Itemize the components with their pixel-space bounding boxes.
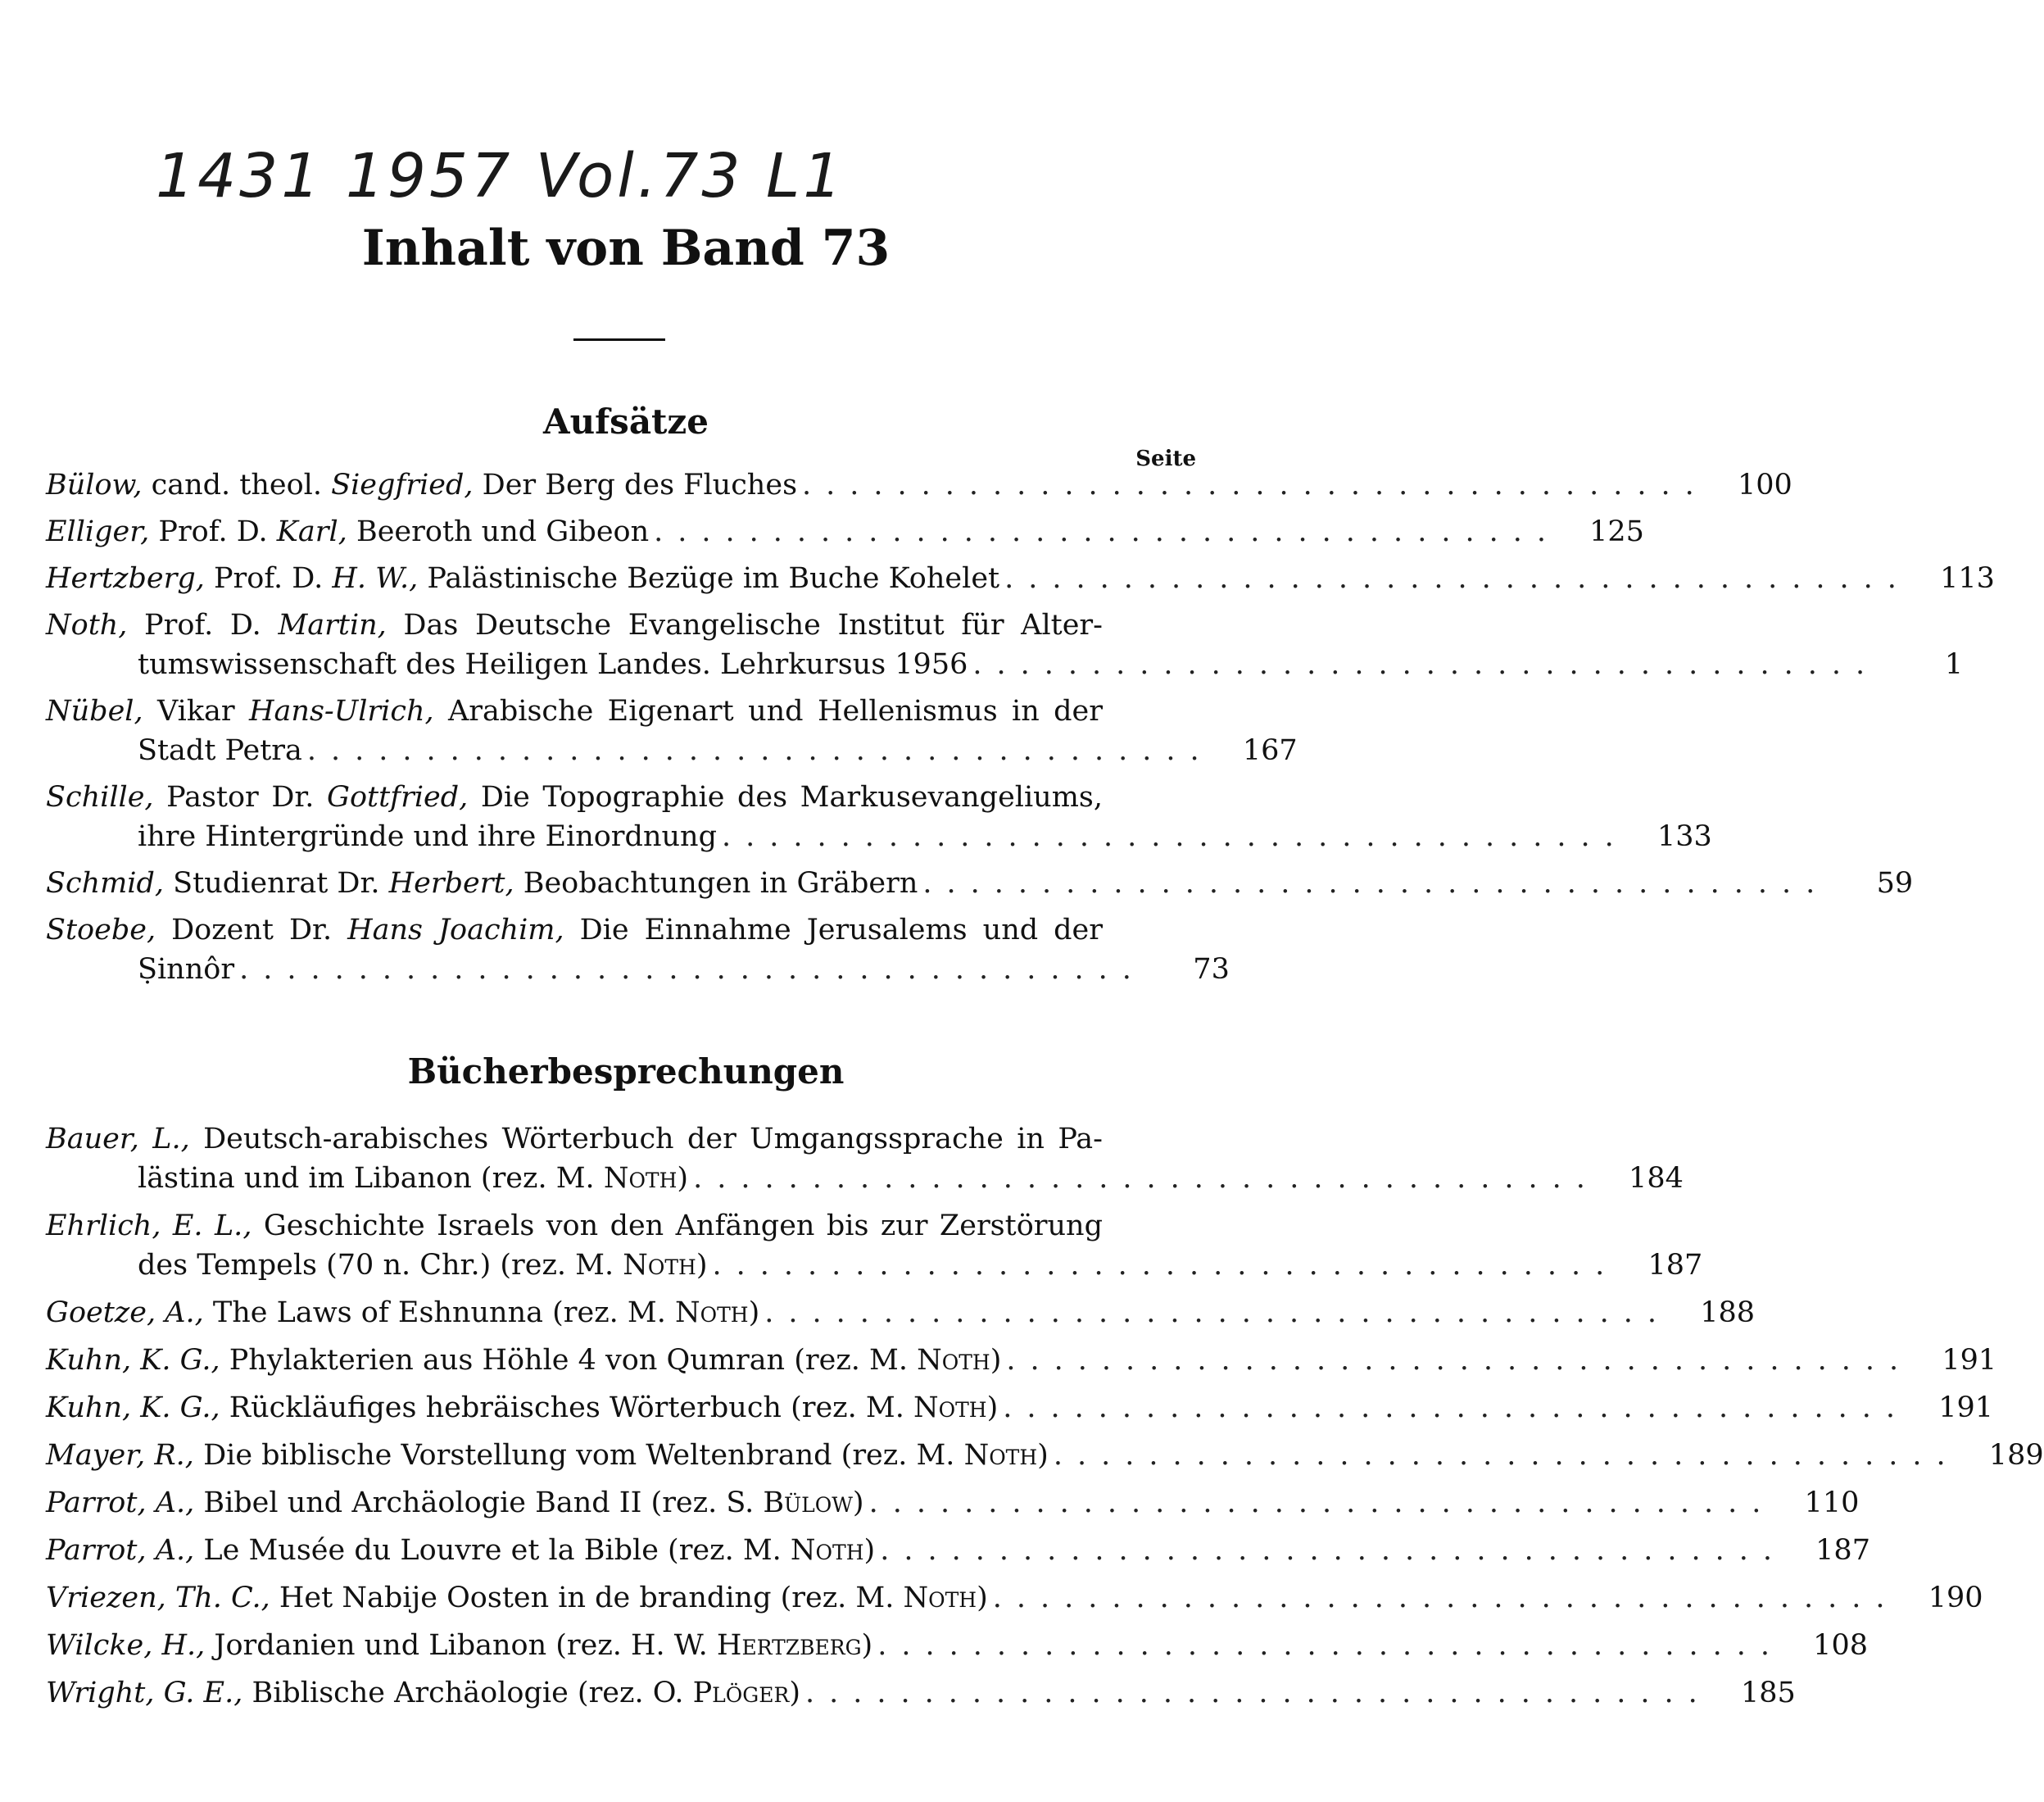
entry-line xyxy=(46,1531,1870,1570)
entry-text xyxy=(46,559,1004,598)
entry-line xyxy=(46,1578,1983,1618)
book-title: The Laws of Eshnunna (rez. M. xyxy=(203,1296,675,1329)
author-title: Prof. D. xyxy=(127,609,279,642)
book-author: Wright, G. E., xyxy=(46,1677,243,1709)
review-entry xyxy=(46,1626,1868,1665)
page-number: 188 xyxy=(1700,1296,1756,1329)
entry-line xyxy=(46,910,1201,950)
reviewer-name: Hertzberg xyxy=(716,1629,862,1662)
article-title: Der Berg des Fluches xyxy=(473,469,798,502)
entry-line xyxy=(46,1341,1997,1380)
entry-line xyxy=(46,950,1230,989)
review-entry xyxy=(46,1673,1796,1713)
entry-text xyxy=(46,778,1108,817)
book-author: Kuhn, K. G., xyxy=(46,1391,220,1424)
book-title: Le Musée du Louvre et la Bible (rez. M. xyxy=(194,1534,791,1567)
dot-leader: ...................................... xyxy=(721,820,1629,853)
dot-leader: ...................................... xyxy=(1003,1391,1910,1424)
entry-line xyxy=(46,817,1712,856)
entry-text xyxy=(138,1159,693,1198)
book-title: Geschichte Israels von den Anfängen bis zur Zerstörung xyxy=(252,1210,1104,1242)
handwritten-note-text: 1431 1957 Vol.73 L1 xyxy=(156,141,845,211)
entry-text xyxy=(46,512,654,551)
page-number: 190 xyxy=(1928,1582,1983,1614)
dot-leader: ...................................... xyxy=(764,1296,1672,1329)
dot-leader: ...................................... xyxy=(239,953,1146,986)
author-name: Schille, xyxy=(46,781,154,814)
book-title: Jordanien und Libanon (rez. H. W. xyxy=(205,1629,717,1662)
author-name: Schmid, xyxy=(46,867,165,900)
book-author: Goetze, A., xyxy=(46,1296,204,1329)
closing-paren: ) xyxy=(977,1582,988,1614)
page-number: 187 xyxy=(1815,1534,1870,1567)
author-first-name: Hans-Ulrich, xyxy=(249,695,434,728)
entry-text xyxy=(46,910,1108,950)
author-first-name: Hans Joachim, xyxy=(347,914,564,946)
dot-leader: ...................................... xyxy=(880,1534,1787,1567)
author-title: cand. theol. xyxy=(142,469,332,502)
article-title: Beobachtungen in Gräbern xyxy=(514,867,918,900)
entry-text xyxy=(46,1341,1006,1380)
book-title: Biblische Archäologie (rez. O. xyxy=(242,1677,693,1709)
book-author: Bauer, L., xyxy=(46,1123,190,1155)
page-number: 73 xyxy=(1193,953,1230,986)
author-first-name: Martin, xyxy=(278,609,387,642)
page-number: 191 xyxy=(1938,1391,1994,1424)
author-title: Pastor Dr. xyxy=(153,781,327,814)
closing-paren: ) xyxy=(1037,1439,1049,1472)
article-title: Arabische Eigenart und Hellenismus in der xyxy=(433,695,1103,728)
article-title: Die Topographie des Markusevangeliums, xyxy=(468,781,1103,814)
article-title: Das Deutsche Evangelische Institut für Alter- xyxy=(386,609,1103,642)
page-number: 185 xyxy=(1740,1677,1796,1709)
closing-paren: ) xyxy=(986,1391,999,1424)
dot-leader: ...................................... xyxy=(877,1629,1784,1662)
review-entry xyxy=(46,1119,1684,1198)
entry-line xyxy=(46,465,1792,505)
author-first-name: H. W., xyxy=(332,562,419,595)
book-title: Bibel und Archäologie Band II (rez. S. xyxy=(194,1487,764,1519)
closing-paren: ) xyxy=(789,1677,800,1709)
entry-line xyxy=(46,1206,1201,1246)
reviewer-name: Bülow xyxy=(763,1487,853,1519)
article-title: Palästinische Bezüge im Buche Kohelet xyxy=(418,562,1000,595)
reviewer-name: Noth xyxy=(603,1162,678,1195)
entry-line xyxy=(46,1626,1868,1665)
article-title-cont: Ṣinnôr xyxy=(138,953,235,986)
author-title: Dozent Dr. xyxy=(156,914,348,946)
review-entry xyxy=(46,1436,2044,1475)
page-number: 133 xyxy=(1657,820,1712,853)
article-title-cont: ihre Hintergründe und ihre Einordnung xyxy=(138,820,717,853)
entry-line xyxy=(46,864,1914,903)
entry-line xyxy=(46,559,1995,598)
entry-line xyxy=(46,1293,1756,1332)
author-first-name: Gottfried, xyxy=(327,781,469,814)
reviewer-name: Noth xyxy=(675,1296,749,1329)
section-heading-reviews: Bücherbesprechungen xyxy=(407,1051,845,1092)
article-entry xyxy=(46,559,1995,598)
entry-text xyxy=(46,606,1108,645)
page-number: 110 xyxy=(1804,1487,1860,1519)
page-title: Inhalt von Band 73 xyxy=(361,220,891,277)
articles-list xyxy=(46,465,1995,989)
author-name: Nübel, xyxy=(46,695,143,728)
article-entry xyxy=(46,512,1644,551)
entry-line xyxy=(46,1246,1703,1285)
entry-text xyxy=(138,1246,713,1285)
entry-line xyxy=(46,778,1201,817)
book-author: Kuhn, K. G., xyxy=(46,1344,220,1377)
entry-text xyxy=(46,1531,880,1570)
handwritten-note xyxy=(147,131,1131,221)
book-author: Parrot, A., xyxy=(46,1534,195,1567)
title-divider xyxy=(573,338,665,341)
entry-line xyxy=(46,1159,1684,1198)
reviewer-name: Noth xyxy=(903,1582,977,1614)
entry-line xyxy=(46,512,1644,551)
review-entry xyxy=(46,1578,1983,1618)
page-number: 108 xyxy=(1813,1629,1868,1662)
dot-leader: ...................................... xyxy=(1053,1439,1960,1472)
dot-leader: ...................................... xyxy=(922,867,1830,900)
dot-leader: ...................................... xyxy=(306,734,1214,767)
author-title: Studienrat Dr. xyxy=(164,867,389,900)
book-title: Die biblische Vorstellung vom Weltenbrand (rez. M. xyxy=(193,1439,964,1472)
dot-leader: ...................................... xyxy=(654,515,1561,548)
article-entry xyxy=(46,465,1792,505)
author-name: Hertzberg, xyxy=(46,562,205,595)
review-entry xyxy=(46,1206,1703,1285)
entry-text xyxy=(46,465,802,505)
entry-text xyxy=(46,1293,764,1332)
entry-line xyxy=(46,1673,1796,1713)
author-title: Prof. D. xyxy=(149,515,277,548)
page-number: 1 xyxy=(1944,648,1964,681)
author-first-name: Siegfried, xyxy=(331,469,474,502)
page-number: 184 xyxy=(1629,1162,1684,1195)
dot-leader: ...................................... xyxy=(802,469,1709,502)
author-title: Prof. D. xyxy=(204,562,333,595)
dot-leader: ...................................... xyxy=(972,648,1880,681)
entry-line xyxy=(46,1483,1860,1523)
entry-line xyxy=(46,731,1298,770)
author-title: Vikar xyxy=(143,695,250,728)
page-number: 167 xyxy=(1242,734,1298,767)
entry-line xyxy=(46,1436,2044,1475)
review-entry xyxy=(46,1531,1870,1570)
entry-text xyxy=(46,1483,869,1523)
entry-text xyxy=(46,1436,1054,1475)
page-number: 189 xyxy=(1988,1439,2044,1472)
book-author: Mayer, R., xyxy=(46,1439,194,1472)
page-number: 191 xyxy=(1942,1344,1997,1377)
section-heading-articles: Aufsätze xyxy=(542,402,709,442)
page-number: 125 xyxy=(1589,515,1644,548)
reviewer-name: Noth xyxy=(623,1249,696,1282)
book-title: Het Nabije Oosten in de branding (rez. M. xyxy=(270,1582,904,1614)
entry-text xyxy=(138,817,722,856)
article-entry xyxy=(46,778,1712,856)
review-entry xyxy=(46,1293,1756,1332)
entry-line xyxy=(46,606,1201,645)
book-title: Rückläufiges hebräisches Wörterbuch (rez. M. xyxy=(220,1391,913,1424)
author-first-name: Karl, xyxy=(276,515,347,548)
author-name: Stoebe, xyxy=(46,914,156,946)
entry-text xyxy=(46,1673,805,1713)
entry-text xyxy=(138,731,307,770)
entry-text xyxy=(46,1206,1108,1246)
entry-text xyxy=(46,1626,877,1665)
reviewer-name: Noth xyxy=(917,1344,990,1377)
dot-leader: ...................................... xyxy=(804,1677,1712,1709)
article-entry xyxy=(46,910,1230,989)
dot-leader: ...................................... xyxy=(868,1487,1776,1519)
article-title-cont: tumswissenschaft des Heiligen Landes. Lehrkursus 1956 xyxy=(138,648,968,681)
closing-paren: ) xyxy=(748,1296,760,1329)
book-title: Deutsch-arabisches Wörterbuch der Umgangssprache in Pa- xyxy=(189,1123,1103,1155)
entry-text xyxy=(46,1119,1108,1159)
book-title-cont: lästina und im Libanon (rez. M. xyxy=(138,1162,604,1195)
page-number: 187 xyxy=(1647,1249,1703,1282)
article-entry xyxy=(46,606,1964,684)
book-author: Parrot, A., xyxy=(46,1487,195,1519)
reviews-list xyxy=(46,1119,2044,1713)
page-number: 113 xyxy=(1940,562,1995,595)
entry-text xyxy=(46,864,922,903)
dot-leader: ...................................... xyxy=(1004,562,1911,595)
closing-paren: ) xyxy=(990,1344,1002,1377)
author-name: Bülow, xyxy=(46,469,143,502)
dot-leader: ...................................... xyxy=(992,1582,1900,1614)
article-title-cont: Stadt Petra xyxy=(138,734,302,767)
reviewer-name: Noth xyxy=(963,1439,1038,1472)
closing-paren: ) xyxy=(677,1162,689,1195)
entry-line xyxy=(46,1119,1201,1159)
book-author: Vriezen, Th. C., xyxy=(46,1582,270,1614)
review-entry xyxy=(46,1388,1994,1428)
article-entry xyxy=(46,692,1298,770)
author-name: Noth, xyxy=(46,609,128,642)
entry-text xyxy=(46,692,1108,731)
entry-text xyxy=(138,950,239,989)
closing-paren: ) xyxy=(861,1629,873,1662)
closing-paren: ) xyxy=(863,1534,876,1567)
book-author: Wilcke, H., xyxy=(46,1629,206,1662)
entry-text xyxy=(46,1578,993,1618)
reviewer-name: Noth xyxy=(790,1534,864,1567)
book-title: Phylakterien aus Höhle 4 von Qumran (rez. M. xyxy=(220,1344,918,1377)
dot-leader: ...................................... xyxy=(712,1249,1620,1282)
entry-text xyxy=(46,1388,1003,1428)
page-column-label: Seite xyxy=(1135,447,1196,471)
book-author: Ehrlich, E. L., xyxy=(46,1210,252,1242)
review-entry xyxy=(46,1483,1860,1523)
dot-leader: ...................................... xyxy=(1006,1344,1914,1377)
dot-leader: ...................................... xyxy=(693,1162,1600,1195)
entry-line xyxy=(46,692,1201,731)
entry-line xyxy=(46,645,1964,684)
author-name: Elliger, xyxy=(46,515,150,548)
book-title-cont: des Tempels (70 n. Chr.) (rez. M. xyxy=(138,1249,623,1282)
closing-paren: ) xyxy=(852,1487,864,1519)
entry-text xyxy=(138,645,972,684)
author-first-name: Herbert, xyxy=(388,867,514,900)
article-entry xyxy=(46,864,1914,903)
entry-line xyxy=(46,1388,1994,1428)
page-number: 100 xyxy=(1738,469,1792,502)
closing-paren: ) xyxy=(696,1249,708,1282)
reviewer-name: Plöger xyxy=(692,1677,790,1709)
article-title: Beeroth und Gibeon xyxy=(347,515,650,548)
article-title: Die Einnahme Jerusalems und der xyxy=(564,914,1104,946)
review-entry xyxy=(46,1341,1997,1380)
page-number: 59 xyxy=(1876,867,1914,900)
reviewer-name: Noth xyxy=(913,1391,987,1424)
